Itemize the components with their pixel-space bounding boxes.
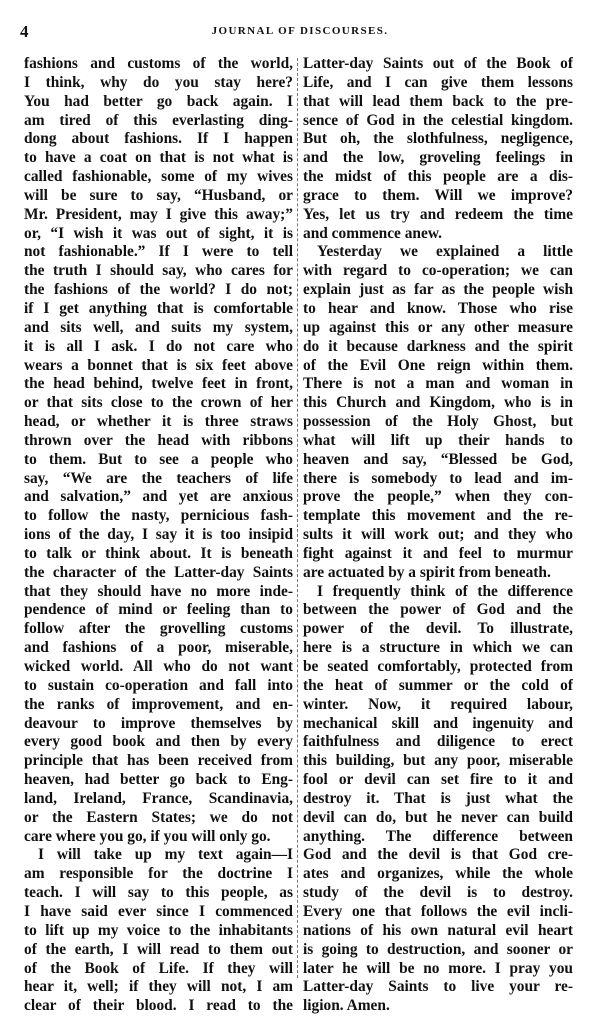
text-line: possession of the Holy Ghost, but <box>303 413 573 431</box>
text-line: follow after the grovelling customs <box>24 620 293 638</box>
text-line: deavour to improve themselves by <box>24 714 293 732</box>
text-line: grace to them. Will we improve? <box>303 186 573 204</box>
page-number: 4 <box>20 22 29 41</box>
text-line: God and the devil is that God cre- <box>303 846 573 864</box>
text-line: what will lift up their hands to <box>303 431 573 449</box>
text-line: called fashionable, some of my wives <box>24 168 293 186</box>
text-line: and sits well, and suits my system, <box>24 318 293 336</box>
text-line: the midst of this people are a dis- <box>303 168 573 186</box>
text-line: is going to destruction, and sooner or <box>303 940 573 958</box>
text-line: prove the people,” when they con- <box>303 488 573 506</box>
text-line: there is somebody to lead and im- <box>303 469 573 487</box>
text-line: devil can do, but he never can build <box>303 808 573 826</box>
text-line: Latter-day Saints out of the Book of <box>303 55 573 72</box>
text-line: winter. Now, it required labour, <box>303 695 573 713</box>
text-line: the head behind, twelve feet in front, <box>24 375 293 393</box>
text-line: sence of God in the celestial kingdom. <box>303 111 573 129</box>
column-divider <box>297 58 298 978</box>
text-line: and fashions of a poor, miserable, <box>24 639 293 657</box>
text-line: I will take up my text again—I <box>38 846 293 864</box>
text-line: dong about fashions. If I happen <box>24 130 293 148</box>
text-line: to talk or think about. It is beneath <box>24 544 293 562</box>
text-line: the truth I should say, who cares for <box>24 262 293 280</box>
text-line: wicked world. All who do not want <box>24 658 293 675</box>
right-column <box>303 55 573 1016</box>
text-line: hear it, well; if they will not, I am <box>24 978 293 996</box>
text-line: to lift up my voice to the inhabitants <box>24 921 293 939</box>
text-line: and the low, groveling feelings in <box>303 149 573 167</box>
text-line: the ranks of improvement, and en- <box>24 695 293 713</box>
text-line: fight against it and feel to murmur <box>303 544 573 562</box>
text-line: or, “I wish it was out of sight, it is <box>24 224 293 242</box>
text-line: heaven, had better go back to Eng- <box>24 771 293 789</box>
text-line: this building, but any poor, miserable <box>303 752 573 770</box>
text-line: are actuated by a spirit from beneath. <box>303 563 551 581</box>
text-line: There is not a man and woman in <box>303 375 573 393</box>
text-line: every good book and then by every <box>24 733 293 751</box>
text-line: I frequently think of the difference <box>317 582 573 600</box>
text-line: sults it will work out; and they who <box>303 526 573 544</box>
text-line: But oh, the slothfulness, negligence, <box>303 130 573 148</box>
text-line: the fashions of the world? I do not; <box>24 281 293 299</box>
text-line: of the Book of Life. If they will <box>24 959 293 977</box>
text-line: Every one that follows the evil incli- <box>303 902 573 920</box>
text-line: between the power of God and the <box>303 601 573 619</box>
text-line: Mr. President, may I give this away;” <box>24 205 293 223</box>
text-line: teach. I will say to this people, as <box>24 884 293 902</box>
text-line: principle that has been received from <box>24 752 293 770</box>
text-line: not fashionable.” If I were to tell <box>24 243 293 261</box>
text-line: pendence of mind or feeling than to <box>24 601 293 619</box>
text-line: later he will be no more. I pray you <box>303 959 573 977</box>
text-line: power of the devil. To illustrate, <box>303 620 573 638</box>
text-line: to have a coat on that is not what is <box>24 149 293 167</box>
text-line: Yes, let us try and redeem the time <box>303 205 573 223</box>
text-line: up against this or any other measure <box>303 318 573 336</box>
text-line: the character of the Latter-day Saints <box>24 563 293 581</box>
text-line: Life, and I can give them lessons <box>303 73 573 91</box>
text-line: fool or devil can set fire to it and <box>303 771 573 789</box>
text-line: faithfulness and diligence to erect <box>303 733 573 751</box>
text-line: anything. The difference between <box>303 827 573 845</box>
text-line: ions of the day, I say it is too insipid <box>24 526 293 544</box>
text-line: mechanical skill and ingenuity and <box>303 714 573 732</box>
text-line: that they should have no more inde- <box>24 582 293 600</box>
text-line: here is a structure in which we can <box>303 639 573 657</box>
text-line: Yesterday we explained a little <box>317 243 573 261</box>
text-line: if I get anything that is comfortable <box>24 299 293 317</box>
text-line: of the Evil One reign within them. <box>303 356 573 374</box>
text-line: I think, why do you stay here? <box>24 73 293 91</box>
text-line: nations of his own natural evil heart <box>303 921 573 939</box>
text-line: of the earth, I will read to them out <box>24 940 293 958</box>
text-line: this Church and Kingdom, who is in <box>303 394 573 412</box>
page-header <box>20 22 580 42</box>
text-line: ates and organizes, while the whole <box>303 865 573 883</box>
text-line: land, Ireland, France, Scandinavia, <box>24 789 293 807</box>
text-line: with regard to co-operation; we can <box>303 262 573 280</box>
text-line: to follow the nasty, pernicious fash- <box>24 507 293 525</box>
text-line: You had better go back again. I <box>24 92 293 110</box>
text-line: be seated comfortably, protected from <box>303 658 573 675</box>
text-line: and commence anew. <box>303 224 442 242</box>
text-line: ligion. Amen. <box>303 997 390 1015</box>
text-line: to sustain co-operation and fall into <box>24 676 293 694</box>
text-line: head, or whether it is three straws <box>24 413 293 431</box>
text-line: do it because darkness and the spirit <box>303 337 573 355</box>
text-line: wears a bonnet that is six feet above <box>24 356 293 374</box>
text-line: or that sits close to the crown of her <box>24 394 293 412</box>
text-line: explain just as far as the people wish <box>303 281 573 299</box>
text-line: thrown over the head with ribbons <box>24 431 293 449</box>
text-line: will be sure to say, “Husband, or <box>24 186 293 204</box>
text-line: I have said ever since I commenced <box>24 902 293 920</box>
text-line: or the Eastern States; we do not <box>24 808 293 826</box>
left-column <box>24 55 293 1016</box>
text-line: to them. But to see a people who <box>24 450 293 468</box>
text-line: and salvation,” and yet are anxious <box>24 488 293 506</box>
text-line: it is all I ask. I do not care who <box>24 337 293 355</box>
text-line: template this movement and the re- <box>303 507 573 525</box>
text-line: heaven and say, “Blessed be God, <box>303 450 573 468</box>
text-line: destroy it. That is just what the <box>303 789 573 807</box>
text-line: am tired of this everlasting ding- <box>24 111 293 129</box>
text-line: that will lead them back to the pre- <box>303 92 573 110</box>
text-line: study of the devil is to destroy. <box>303 884 573 902</box>
text-line: to hear and know. Those who rise <box>303 299 573 317</box>
text-line: am responsible for the doctrine I <box>24 865 293 883</box>
text-line: Latter-day Saints to live your re- <box>303 978 573 996</box>
text-line: fashions and customs of the world, <box>24 55 293 72</box>
text-line: care where you go, if you will only go. <box>24 827 271 845</box>
text-line: say, “We are the teachers of life <box>24 469 293 487</box>
running-title: JOURNAL OF DISCOURSES. <box>211 25 389 37</box>
text-line: clear of their blood. I read to the <box>24 997 293 1015</box>
text-line: the heat of summer or the cold of <box>303 676 573 694</box>
